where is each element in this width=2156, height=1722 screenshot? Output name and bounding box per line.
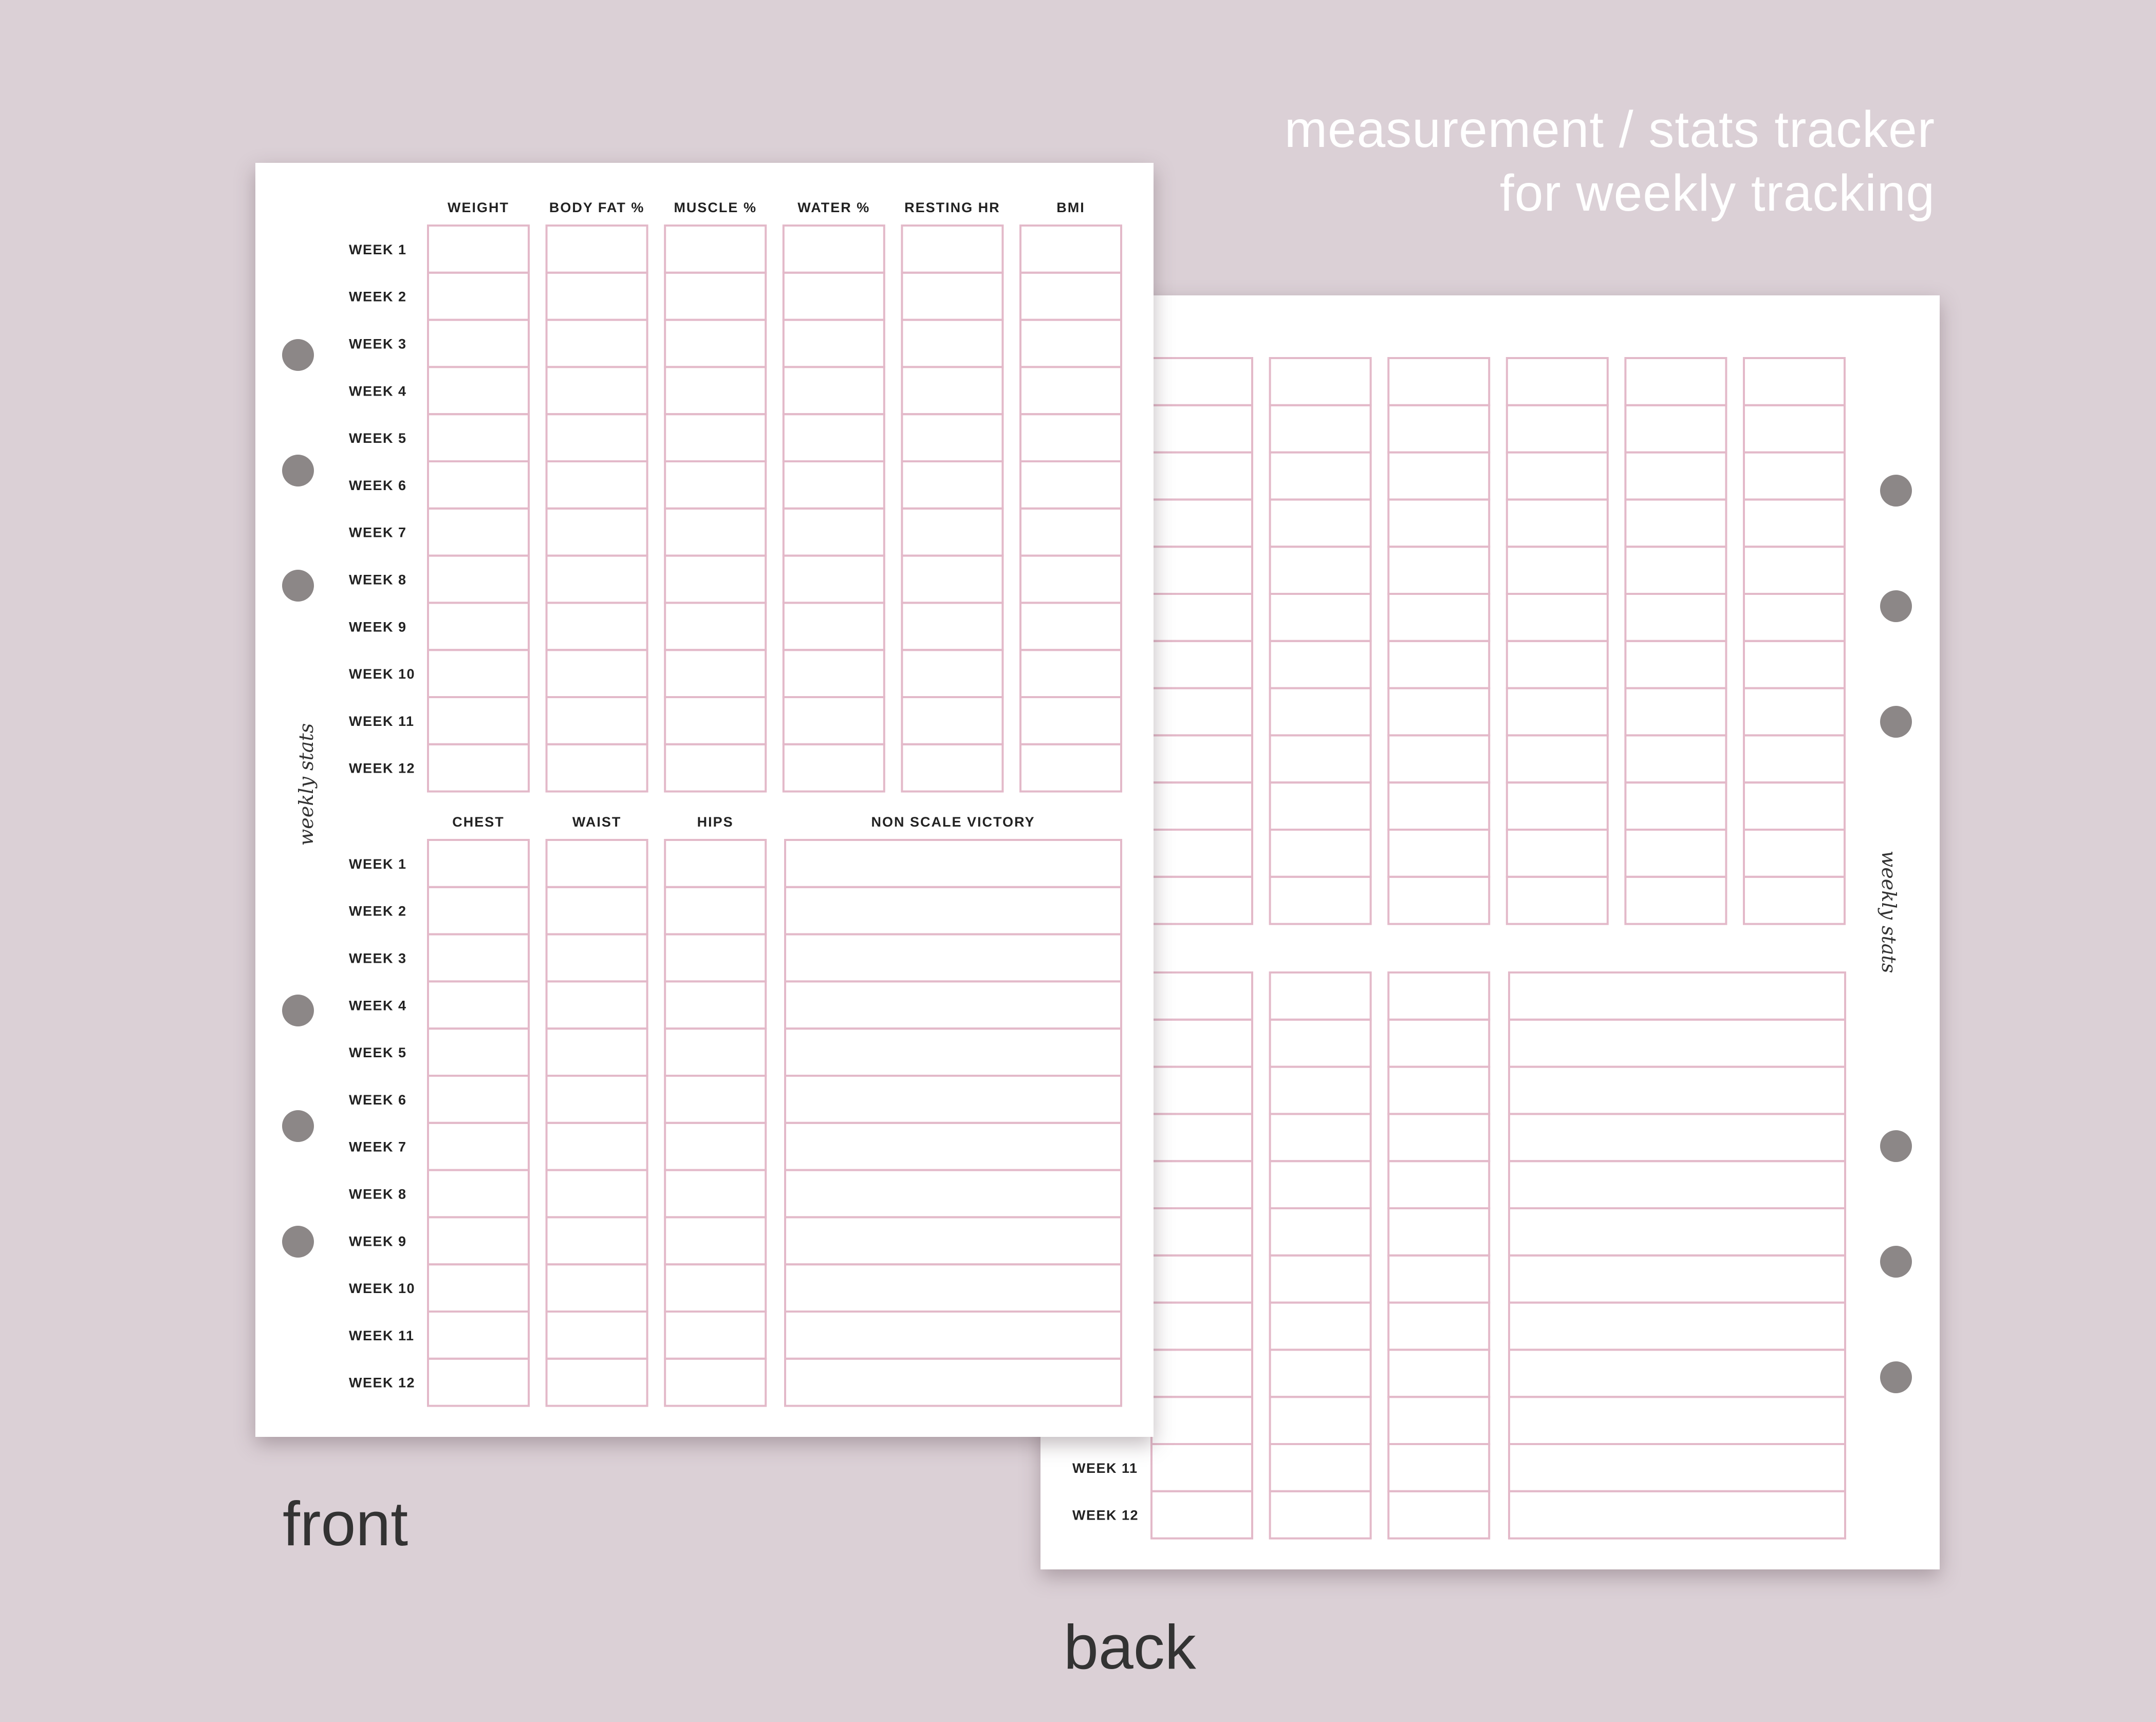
entry-cell	[785, 981, 1121, 1028]
entry-cell	[547, 320, 647, 367]
week-label: WEEK 8	[349, 572, 407, 588]
entry-cell	[1625, 641, 1726, 688]
entry-cell	[1388, 1067, 1489, 1114]
entry-cell	[1388, 1491, 1489, 1539]
entry-cell	[428, 367, 529, 414]
entry-cell	[1270, 830, 1371, 877]
entry-cell	[1625, 735, 1726, 782]
entry-cell	[785, 1028, 1121, 1076]
entry-cell	[1151, 405, 1252, 453]
entry-cell	[1388, 1161, 1489, 1208]
back-sheet	[1040, 295, 1940, 1569]
binder-hole	[1880, 590, 1912, 622]
entry-cell	[785, 1170, 1121, 1218]
entry-cell	[665, 226, 766, 273]
entry-cell	[1388, 594, 1489, 641]
entry-cell	[428, 887, 529, 934]
entry-cell	[665, 744, 766, 792]
entry-cell	[665, 697, 766, 744]
entry-cell	[547, 650, 647, 697]
entry-cell	[1020, 414, 1121, 461]
entry-cell	[1151, 830, 1252, 877]
entry-cell	[1270, 594, 1371, 641]
column-header: WATER %	[797, 200, 870, 215]
week-label: WEEK 12	[349, 1375, 416, 1391]
entry-cell	[1509, 1444, 1845, 1491]
entry-cell	[1388, 1350, 1489, 1397]
entry-cell	[1270, 1020, 1371, 1067]
entry-cell	[1507, 735, 1608, 782]
entry-cell	[1507, 782, 1608, 830]
entry-cell	[1151, 1161, 1252, 1208]
entry-cell	[1270, 1303, 1371, 1350]
entry-cell	[547, 981, 647, 1028]
week-label: WEEK 1	[349, 856, 407, 872]
entry-cell	[1388, 735, 1489, 782]
week-label: WEEK 2	[349, 289, 407, 305]
entry-cell	[1509, 1397, 1845, 1444]
binder-hole	[282, 455, 314, 486]
entry-cell	[1151, 1020, 1252, 1067]
week-label: WEEK 4	[349, 383, 407, 399]
entry-cell	[784, 650, 884, 697]
entry-cell	[547, 556, 647, 603]
entry-cell	[1270, 1444, 1371, 1491]
entry-cell	[1020, 556, 1121, 603]
entry-cell	[428, 461, 529, 509]
entry-cell	[1388, 1114, 1489, 1161]
entry-cell	[1270, 641, 1371, 688]
entry-cell	[1270, 405, 1371, 453]
entry-cell	[784, 414, 884, 461]
entry-cell	[1151, 1444, 1252, 1491]
entry-cell	[665, 887, 766, 934]
entry-cell	[1744, 735, 1845, 782]
entry-cell	[1388, 1397, 1489, 1444]
entry-cell	[428, 934, 529, 982]
entry-cell	[1151, 358, 1252, 405]
entry-cell	[1151, 641, 1252, 688]
entry-cell	[902, 556, 1002, 603]
entry-cell	[1744, 453, 1845, 500]
entry-cell	[785, 1312, 1121, 1359]
entry-cell	[1151, 547, 1252, 594]
week-label: WEEK 12	[1072, 1507, 1139, 1523]
entry-cell	[1270, 453, 1371, 500]
entry-cell	[1020, 273, 1121, 320]
entry-cell	[1744, 688, 1845, 736]
entry-cell	[1388, 830, 1489, 877]
entry-cell	[1507, 688, 1608, 736]
entry-cell	[547, 273, 647, 320]
binder-hole	[282, 570, 314, 602]
entry-cell	[1151, 877, 1252, 924]
week-label: WEEK 11	[349, 1327, 415, 1343]
entry-cell	[785, 1076, 1121, 1123]
entry-cell	[1151, 1303, 1252, 1350]
entry-cell	[547, 509, 647, 556]
entry-cell	[785, 934, 1121, 982]
entry-cell	[547, 1123, 647, 1170]
entry-cell	[547, 1076, 647, 1123]
column-header: NON SCALE VICTORY	[871, 814, 1035, 830]
binder-hole	[282, 339, 314, 371]
column-header: WEIGHT	[448, 200, 509, 215]
binder-hole	[1880, 1246, 1912, 1278]
entry-cell	[428, 556, 529, 603]
entry-cell	[665, 1312, 766, 1359]
column-header: HIPS	[697, 814, 734, 830]
entry-cell	[1509, 1067, 1845, 1114]
entry-cell	[1388, 972, 1489, 1020]
entry-cell	[1744, 877, 1845, 924]
binder-hole	[1880, 1130, 1912, 1162]
entry-cell	[1151, 782, 1252, 830]
week-label: WEEK 11	[349, 713, 415, 729]
entry-cell	[547, 1028, 647, 1076]
entry-cell	[1507, 830, 1608, 877]
entry-cell	[428, 840, 529, 887]
entry-cell	[1151, 735, 1252, 782]
entry-cell	[1625, 358, 1726, 405]
week-label: WEEK 10	[349, 666, 416, 682]
entry-cell	[1151, 453, 1252, 500]
entry-cell	[785, 840, 1121, 887]
headline-line-1: measurement / stats tracker	[1284, 101, 1935, 158]
week-label: WEEK 8	[349, 1186, 407, 1202]
entry-cell	[1270, 735, 1371, 782]
entry-cell	[902, 509, 1002, 556]
back-sheet-grid	[1040, 295, 1940, 1569]
column-header: WAIST	[572, 814, 622, 830]
sheet-title: weekly stats	[1878, 850, 1900, 974]
entry-cell	[1507, 358, 1608, 405]
entry-cell	[547, 697, 647, 744]
front-sheet	[255, 163, 1154, 1437]
week-label: WEEK 9	[349, 619, 407, 635]
entry-cell	[665, 1264, 766, 1312]
entry-cell	[1388, 405, 1489, 453]
entry-cell	[1509, 1161, 1845, 1208]
entry-cell	[1388, 1256, 1489, 1303]
entry-cell	[1388, 499, 1489, 547]
entry-cell	[1509, 1020, 1845, 1067]
entry-cell	[784, 273, 884, 320]
entry-cell	[428, 1076, 529, 1123]
entry-cell	[1625, 782, 1726, 830]
entry-cell	[1270, 499, 1371, 547]
entry-cell	[428, 650, 529, 697]
binder-hole	[1880, 706, 1912, 738]
entry-cell	[1151, 1256, 1252, 1303]
binder-hole	[282, 1226, 314, 1258]
entry-cell	[1151, 1208, 1252, 1256]
entry-cell	[1509, 1491, 1845, 1539]
binder-hole	[1880, 1361, 1912, 1393]
entry-cell	[428, 273, 529, 320]
entry-cell	[1625, 547, 1726, 594]
entry-cell	[1744, 547, 1845, 594]
headline	[1285, 98, 1935, 225]
entry-cell	[902, 461, 1002, 509]
entry-cell	[428, 744, 529, 792]
week-label: WEEK 4	[349, 998, 407, 1014]
entry-cell	[1270, 1208, 1371, 1256]
entry-cell	[428, 320, 529, 367]
entry-cell	[785, 887, 1121, 934]
entry-cell	[1625, 594, 1726, 641]
entry-cell	[665, 461, 766, 509]
entry-cell	[1744, 782, 1845, 830]
entry-cell	[902, 320, 1002, 367]
front-label: front	[283, 1489, 408, 1559]
entry-cell	[665, 367, 766, 414]
entry-cell	[1625, 877, 1726, 924]
entry-cell	[1509, 1114, 1845, 1161]
binder-hole	[1880, 475, 1912, 507]
entry-cell	[547, 367, 647, 414]
binder-hole	[282, 995, 314, 1026]
entry-cell	[1270, 1114, 1371, 1161]
entry-cell	[1270, 1491, 1371, 1539]
entry-cell	[785, 1217, 1121, 1264]
column-header: RESTING HR	[904, 200, 1000, 215]
entry-cell	[1020, 697, 1121, 744]
entry-cell	[1507, 641, 1608, 688]
entry-cell	[547, 414, 647, 461]
entry-cell	[428, 414, 529, 461]
entry-cell	[665, 1123, 766, 1170]
back-label: back	[1064, 1612, 1196, 1682]
entry-cell	[1151, 1114, 1252, 1161]
entry-cell	[547, 1264, 647, 1312]
entry-cell	[665, 1028, 766, 1076]
entry-cell	[1270, 688, 1371, 736]
entry-cell	[547, 1170, 647, 1218]
entry-cell	[1744, 358, 1845, 405]
entry-cell	[547, 603, 647, 650]
entry-cell	[1388, 453, 1489, 500]
entry-cell	[547, 461, 647, 509]
week-label: WEEK 6	[349, 477, 407, 493]
week-label: WEEK 7	[349, 1139, 407, 1155]
entry-cell	[1507, 594, 1608, 641]
entry-cell	[1388, 641, 1489, 688]
entry-cell	[1388, 1020, 1489, 1067]
entry-cell	[784, 697, 884, 744]
entry-cell	[1507, 499, 1608, 547]
entry-cell	[1270, 972, 1371, 1020]
entry-cell	[902, 414, 1002, 461]
entry-cell	[902, 650, 1002, 697]
entry-cell	[1151, 1067, 1252, 1114]
entry-cell	[1270, 1067, 1371, 1114]
front-sheet-grid	[255, 163, 1154, 1437]
entry-cell	[428, 509, 529, 556]
entry-cell	[547, 744, 647, 792]
entry-cell	[665, 509, 766, 556]
entry-cell	[1507, 877, 1608, 924]
entry-cell	[1270, 547, 1371, 594]
entry-cell	[665, 934, 766, 982]
entry-cell	[1270, 782, 1371, 830]
entry-cell	[1509, 1256, 1845, 1303]
entry-cell	[1388, 547, 1489, 594]
headline-line-2: for weekly tracking	[1499, 164, 1935, 222]
column-header: CHEST	[452, 814, 505, 830]
entry-cell	[547, 1217, 647, 1264]
entry-cell	[1151, 1350, 1252, 1397]
entry-cell	[428, 697, 529, 744]
entry-cell	[1020, 226, 1121, 273]
entry-cell	[428, 1217, 529, 1264]
entry-cell	[902, 273, 1002, 320]
entry-cell	[1151, 1397, 1252, 1444]
binder-hole	[282, 1110, 314, 1142]
entry-cell	[1744, 499, 1845, 547]
entry-cell	[428, 1359, 529, 1406]
entry-cell	[665, 273, 766, 320]
entry-cell	[665, 556, 766, 603]
entry-cell	[1507, 453, 1608, 500]
column-header: MUSCLE %	[674, 200, 757, 215]
entry-cell	[1625, 453, 1726, 500]
entry-cell	[1509, 1208, 1845, 1256]
entry-cell	[665, 1359, 766, 1406]
entry-cell	[1270, 1161, 1371, 1208]
entry-cell	[785, 1264, 1121, 1312]
entry-cell	[665, 320, 766, 367]
week-label: WEEK 7	[349, 525, 407, 540]
week-label: WEEK 11	[1072, 1460, 1138, 1476]
entry-cell	[1388, 1303, 1489, 1350]
entry-cell	[1388, 782, 1489, 830]
entry-cell	[1625, 499, 1726, 547]
week-label: WEEK 2	[349, 903, 407, 919]
entry-cell	[1388, 688, 1489, 736]
column-header: BODY FAT %	[549, 200, 645, 215]
entry-cell	[1270, 358, 1371, 405]
entry-cell	[902, 226, 1002, 273]
week-label: WEEK 3	[349, 336, 407, 352]
entry-cell	[1744, 830, 1845, 877]
sheet-title: weekly stats	[295, 723, 318, 846]
entry-cell	[784, 744, 884, 792]
entry-cell	[902, 697, 1002, 744]
entry-cell	[902, 603, 1002, 650]
week-label: WEEK 5	[349, 430, 407, 446]
entry-cell	[428, 1123, 529, 1170]
column-header: BMI	[1056, 200, 1085, 215]
entry-cell	[1151, 594, 1252, 641]
entry-cell	[428, 1170, 529, 1218]
entry-cell	[547, 887, 647, 934]
entry-cell	[1509, 1350, 1845, 1397]
entry-cell	[665, 650, 766, 697]
entry-cell	[1509, 972, 1845, 1020]
week-label: WEEK 12	[349, 760, 416, 776]
entry-cell	[428, 1028, 529, 1076]
entry-cell	[547, 1359, 647, 1406]
week-label: WEEK 9	[349, 1233, 407, 1249]
entry-cell	[1020, 320, 1121, 367]
entry-cell	[547, 934, 647, 982]
entry-cell	[1020, 509, 1121, 556]
entry-cell	[1388, 358, 1489, 405]
entry-cell	[784, 509, 884, 556]
entry-cell	[784, 367, 884, 414]
week-label: WEEK 1	[349, 241, 407, 257]
week-label: WEEK 5	[349, 1045, 407, 1061]
entry-cell	[1509, 1303, 1845, 1350]
entry-cell	[547, 226, 647, 273]
entry-cell	[1625, 405, 1726, 453]
entry-cell	[1270, 1350, 1371, 1397]
entry-cell	[1388, 877, 1489, 924]
entry-cell	[784, 603, 884, 650]
entry-cell	[665, 1170, 766, 1218]
entry-cell	[902, 744, 1002, 792]
entry-cell	[428, 1264, 529, 1312]
entry-cell	[1020, 650, 1121, 697]
entry-cell	[547, 1312, 647, 1359]
entry-cell	[665, 414, 766, 461]
entry-cell	[1625, 688, 1726, 736]
entry-cell	[784, 226, 884, 273]
week-label: WEEK 6	[349, 1092, 407, 1108]
entry-cell	[428, 226, 529, 273]
entry-cell	[1151, 688, 1252, 736]
entry-cell	[1270, 1397, 1371, 1444]
entry-cell	[665, 840, 766, 887]
entry-cell	[785, 1123, 1121, 1170]
entry-cell	[1270, 1256, 1371, 1303]
entry-cell	[665, 1076, 766, 1123]
entry-cell	[428, 1312, 529, 1359]
entry-cell	[665, 1217, 766, 1264]
entry-cell	[428, 603, 529, 650]
entry-cell	[1507, 547, 1608, 594]
entry-cell	[1744, 594, 1845, 641]
entry-cell	[428, 981, 529, 1028]
entry-cell	[1151, 1491, 1252, 1539]
entry-cell	[1020, 367, 1121, 414]
entry-cell	[785, 1359, 1121, 1406]
entry-cell	[1020, 744, 1121, 792]
entry-cell	[1388, 1444, 1489, 1491]
entry-cell	[665, 981, 766, 1028]
entry-cell	[784, 556, 884, 603]
entry-cell	[902, 367, 1002, 414]
entry-cell	[1020, 603, 1121, 650]
entry-cell	[1270, 877, 1371, 924]
entry-cell	[784, 320, 884, 367]
entry-cell	[1507, 405, 1608, 453]
entry-cell	[1625, 830, 1726, 877]
entry-cell	[1744, 641, 1845, 688]
week-label: WEEK 10	[349, 1281, 416, 1297]
entry-cell	[1388, 1208, 1489, 1256]
week-label: WEEK 3	[349, 950, 407, 966]
entry-cell	[1744, 405, 1845, 453]
entry-cell	[547, 840, 647, 887]
entry-cell	[1020, 461, 1121, 509]
entry-cell	[665, 603, 766, 650]
entry-cell	[1151, 499, 1252, 547]
entry-cell	[784, 461, 884, 509]
entry-cell	[1151, 972, 1252, 1020]
